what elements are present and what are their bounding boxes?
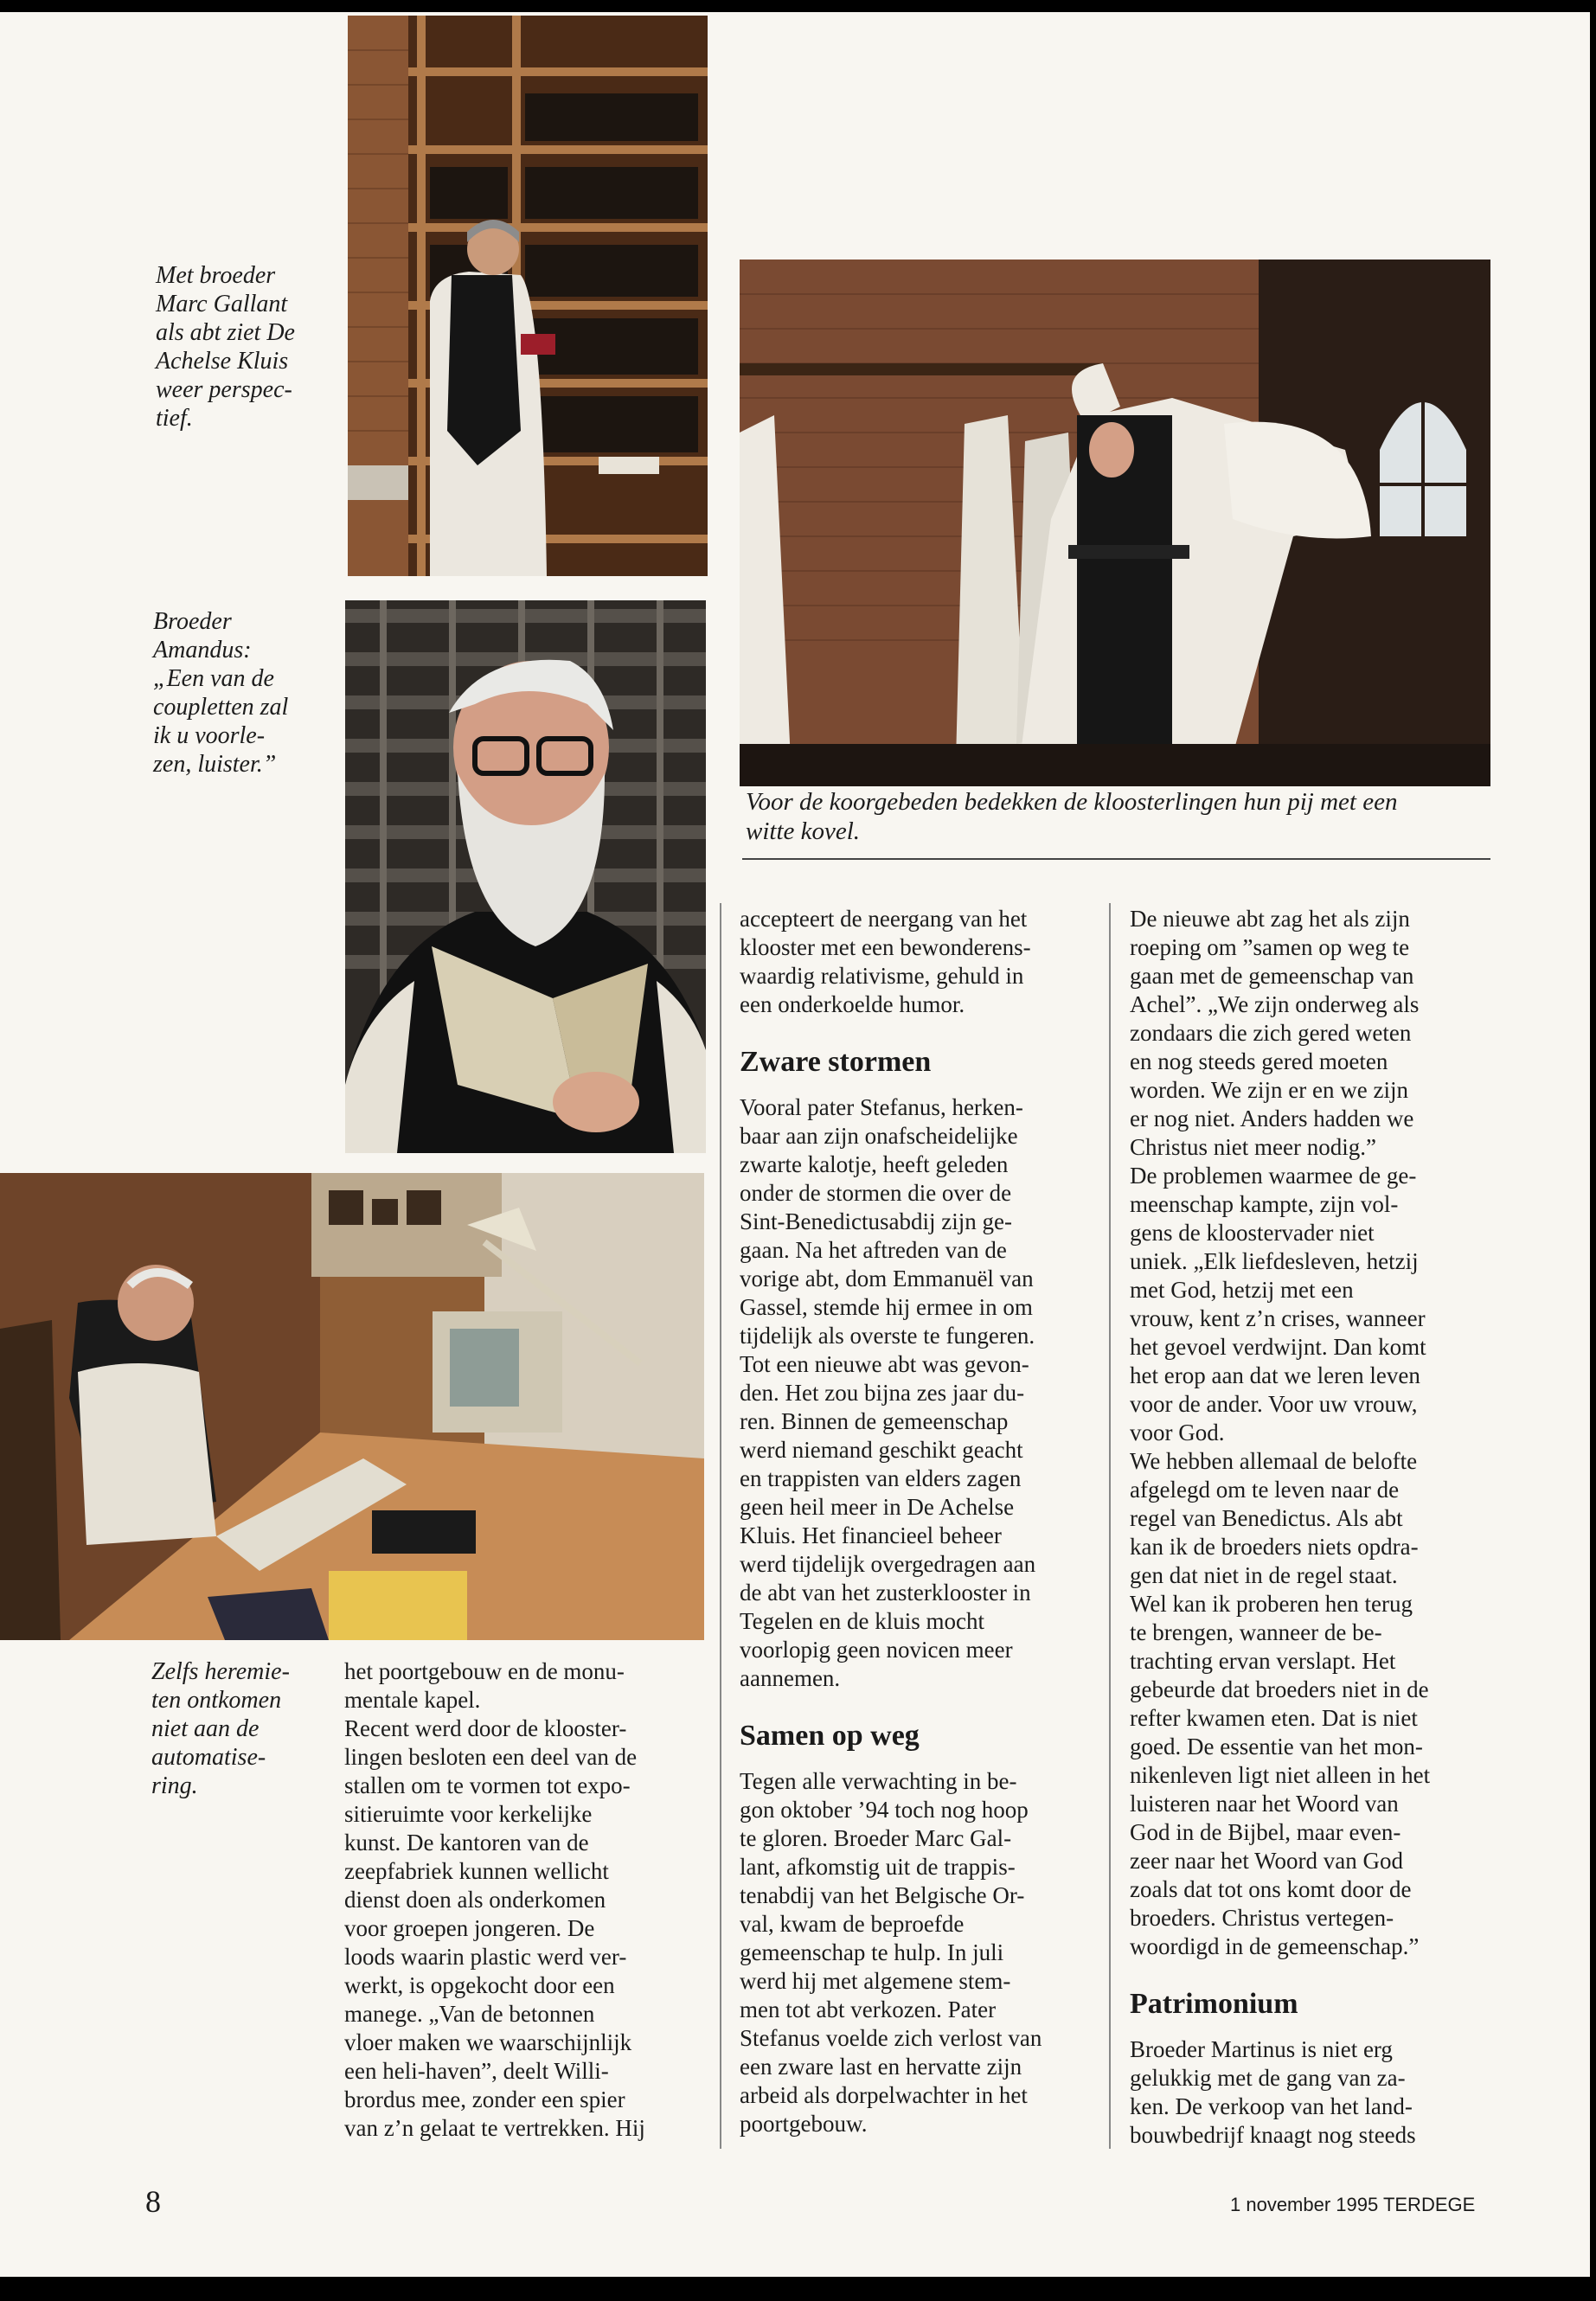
- section-heading-samen-op-weg: Samen op weg: [740, 1720, 920, 1752]
- text-line: kan ik de broeders niets opdra-: [1130, 1534, 1419, 1560]
- text-line: er nog niet. Anders hadden we: [1130, 1106, 1414, 1131]
- caption-line: zen, luister.”: [153, 751, 277, 778]
- text-line: Stefanus voelde zich verlost van: [740, 2025, 1042, 2051]
- column-divider: [720, 903, 721, 2149]
- text-line: vrouw, kent z’n crises, wanneer: [1130, 1305, 1426, 1331]
- text-line: van z’n gelaat te vertrekken. Hij: [344, 2115, 645, 2141]
- text-line: uniek. „Elk liefdesleven, hetzij: [1130, 1248, 1419, 1274]
- text-line: waardig relativisme, gehuld in: [740, 963, 1024, 989]
- text-line: Gassel, stemde hij ermee in om: [740, 1294, 1033, 1320]
- text-line: Wel kan ik proberen hen terug: [1130, 1591, 1413, 1617]
- text-line: onder de stormen die over de: [740, 1180, 1012, 1206]
- text-line: en trappisten van elders zagen: [740, 1465, 1022, 1491]
- text-line: baar aan zijn onafscheidelijke: [740, 1123, 1018, 1149]
- page-number: 8: [145, 2184, 161, 2219]
- text-line: De nieuwe abt zag het als zijn: [1130, 906, 1410, 932]
- text-line: den. Het zou bijna zes jaar du-: [740, 1380, 1025, 1406]
- text-line: regel van Benedictus. Als abt: [1130, 1505, 1403, 1531]
- caption-amandus: [153, 607, 288, 779]
- text-line: stallen om te vormen tot expo-: [344, 1772, 631, 1798]
- text-line: Achel”. „We zijn onderweg als: [1130, 991, 1420, 1017]
- text-line: mentale kapel.: [344, 1687, 481, 1713]
- photo-abbot-bookshelf: [348, 16, 708, 576]
- caption-witte-kovel: [746, 787, 1397, 846]
- text-line: brordus mee, zonder een spier: [344, 2086, 625, 2112]
- caption-line: witte kovel.: [746, 817, 861, 845]
- photo-monk-white-kovel: [740, 260, 1490, 786]
- text-line: lant, afkomstig uit de trappis-: [740, 1854, 1016, 1880]
- text-line: Tegelen en de kluis mocht: [740, 1608, 985, 1634]
- text-line: gon oktober ’94 toch nog hoop: [740, 1797, 1029, 1823]
- text-line: refter kwamen eten. Dat is niet: [1130, 1705, 1418, 1731]
- caption-automatisering: [151, 1657, 290, 1800]
- caption-line: ring.: [151, 1772, 198, 1799]
- text-line: voor de ander. Voor uw vrouw,: [1130, 1391, 1418, 1417]
- text-line: manege. „Van de betonnen: [344, 2001, 595, 2027]
- text-line: Tot een nieuwe abt was gevon-: [740, 1351, 1029, 1377]
- caption-line: Met broeder: [156, 262, 276, 289]
- text-line: val, kwam de beproefde: [740, 1911, 965, 1937]
- text-line: trachting ervan verslapt. Het: [1130, 1648, 1396, 1674]
- text-line: gemeenschap te hulp. In juli: [740, 1939, 1004, 1965]
- text-line: de abt van het zusterklooster in: [740, 1580, 1031, 1606]
- text-line: geen heil meer in De Achelse: [740, 1494, 1015, 1520]
- article-column-2: [740, 905, 1042, 2138]
- text-line: De problemen waarmee de ge-: [1130, 1163, 1417, 1189]
- text-line: te gloren. Broeder Marc Gal-: [740, 1825, 1012, 1851]
- text-line: zoals dat tot ons komt door de: [1130, 1876, 1412, 1902]
- text-line: het poortgebouw en de monu-: [344, 1658, 625, 1684]
- text-line: zeer naar het Woord van God: [1130, 1848, 1403, 1874]
- article-column-3: [1130, 905, 1430, 2150]
- caption-line: Achelse Kluis: [156, 348, 289, 375]
- text-line: gaan met de gemeenschap van: [1130, 963, 1414, 989]
- page-footer: 1 november 1995 TERDEGE: [1230, 2194, 1476, 2215]
- text-line: te brengen, wanneer de be-: [1130, 1619, 1382, 1645]
- text-line: kunst. De kantoren van de: [344, 1830, 589, 1856]
- caption-line: tief.: [156, 405, 193, 432]
- text-line: worden. We zijn er en we zijn: [1130, 1077, 1408, 1103]
- text-line: Vooral pater Stefanus, herken-: [740, 1094, 1023, 1120]
- caption-line: Zelfs heremie-: [151, 1658, 290, 1685]
- text-line: ken. De verkoop van het land-: [1130, 2093, 1413, 2119]
- caption-line: ik u voorle-: [153, 722, 266, 749]
- text-line: vorige abt, dom Emmanuël van: [740, 1266, 1034, 1292]
- text-line: en nog steeds gered moeten: [1130, 1048, 1388, 1074]
- caption-line: Marc Gallant: [156, 291, 288, 317]
- text-line: een heli-haven”, deelt Willi-: [344, 2058, 609, 2084]
- text-line: arbeid als dorpelwachter in het: [740, 2082, 1028, 2108]
- text-line: Broeder Martinus is niet erg: [1130, 2036, 1393, 2062]
- text-line: luisteren naar het Woord van: [1130, 1791, 1399, 1817]
- text-line: zondaars die zich gered weten: [1130, 1020, 1412, 1046]
- text-line: werd tijdelijk overgedragen aan: [740, 1551, 1036, 1577]
- section-heading-patrimonium: Patrimonium: [1130, 1988, 1298, 2020]
- text-line: gebeurde dat broeders niet in de: [1130, 1676, 1429, 1702]
- caption-line: als abt ziet De: [156, 319, 295, 346]
- text-line: gen dat niet in de regel staat.: [1130, 1562, 1398, 1588]
- text-line: loods waarin plastic werd ver-: [344, 1944, 627, 1970]
- caption-marc-gallant: [156, 261, 295, 433]
- text-line: voor groepen jongeren. De: [344, 1915, 595, 1941]
- text-line: een zware last en hervatte zijn: [740, 2054, 1022, 2080]
- text-line: meenschap kampte, zijn vol-: [1130, 1191, 1399, 1217]
- text-line: Kluis. Het financieel beheer: [740, 1522, 1002, 1548]
- text-line: het gevoel verdwijnt. Dan komt: [1130, 1334, 1426, 1360]
- text-line: accepteert de neergang van het: [740, 906, 1028, 932]
- text-line: afgelegd om te leven naar de: [1130, 1477, 1400, 1503]
- caption-line: Broeder: [153, 608, 232, 635]
- text-line: gelukkig met de gang van za-: [1130, 2065, 1406, 2091]
- caption-line: „Een van de: [153, 665, 274, 692]
- text-line: zwarte kalotje, heeft geleden: [740, 1151, 1009, 1177]
- section-heading-zware-stormen: Zware stormen: [740, 1046, 932, 1078]
- text-line: We hebben allemaal de belofte: [1130, 1448, 1418, 1474]
- text-line: dienst doen als onderkomen: [344, 1887, 606, 1913]
- caption-line: weer perspec-: [156, 376, 292, 403]
- text-line: Sint-Benedictusabdij zijn ge-: [740, 1208, 1012, 1234]
- text-line: zeepfabriek kunnen wellicht: [344, 1858, 609, 1884]
- text-line: tijdelijk als overste te fungeren.: [740, 1323, 1035, 1349]
- text-line: tenabdij van het Belgische Or-: [740, 1882, 1025, 1908]
- text-line: werkt, is opgekocht door een: [344, 1972, 615, 1998]
- text-line: poortgebouw.: [740, 2111, 868, 2137]
- text-line: men tot abt verkozen. Pater: [740, 1997, 997, 2022]
- text-line: voorlopig geen novicen meer: [740, 1637, 1013, 1663]
- text-line: aannemen.: [740, 1665, 841, 1691]
- text-line: Tegen alle verwachting in be-: [740, 1768, 1017, 1794]
- text-line: lingen besloten een deel van de: [344, 1744, 638, 1770]
- text-line: klooster met een bewonderens-: [740, 934, 1031, 960]
- text-line: vloer maken we waarschijnlijk: [344, 2029, 632, 2055]
- text-line: een onderkoelde humor.: [740, 991, 965, 1017]
- caption-line: coupletten zal: [153, 694, 289, 721]
- text-line: roeping om ”samen op weg te: [1130, 934, 1410, 960]
- text-line: goed. De essentie van het mon-: [1130, 1734, 1423, 1759]
- photo-amandus-reading: [345, 600, 706, 1153]
- text-line: gens de kloostervader niet: [1130, 1220, 1375, 1246]
- text-line: Recent werd door de klooster-: [344, 1715, 627, 1741]
- text-line: gaan. Na het aftreden van de: [740, 1237, 1007, 1263]
- photo-monk-computer: [0, 1173, 704, 1640]
- article-column-1: [344, 1657, 645, 2143]
- text-line: broeders. Christus vertegen-: [1130, 1905, 1394, 1931]
- caption-divider: [742, 858, 1490, 860]
- text-line: bouwbedrijf knaagt nog steeds: [1130, 2122, 1416, 2148]
- text-line: voor God.: [1130, 1420, 1225, 1445]
- text-line: Christus niet meer nodig.”: [1130, 1134, 1376, 1160]
- magazine-page: [0, 12, 1590, 2277]
- text-line: nikenleven ligt niet alleen in het: [1130, 1762, 1431, 1788]
- text-line: woordigd in de gemeenschap.”: [1130, 1933, 1420, 1959]
- caption-line: Amandus:: [153, 637, 252, 663]
- text-line: sitieruimte voor kerkelijke: [344, 1801, 593, 1827]
- caption-line: ten ontkomen: [151, 1687, 282, 1714]
- caption-line: Voor de koorgebeden bedekken de kloosterlingen hun pij met een: [746, 788, 1398, 816]
- caption-line: niet aan de: [151, 1715, 260, 1742]
- text-line: het erop aan dat we leren leven: [1130, 1362, 1420, 1388]
- text-line: werd niemand geschikt geacht: [740, 1437, 1023, 1463]
- text-line: ren. Binnen de gemeenschap: [740, 1408, 1009, 1434]
- text-line: werd hij met algemene stem-: [740, 1968, 1011, 1994]
- text-line: God in de Bijbel, maar even-: [1130, 1819, 1401, 1845]
- column-divider: [1109, 903, 1111, 2149]
- caption-line: automatise-: [151, 1744, 266, 1771]
- text-line: met God, hetzij met een: [1130, 1277, 1354, 1303]
